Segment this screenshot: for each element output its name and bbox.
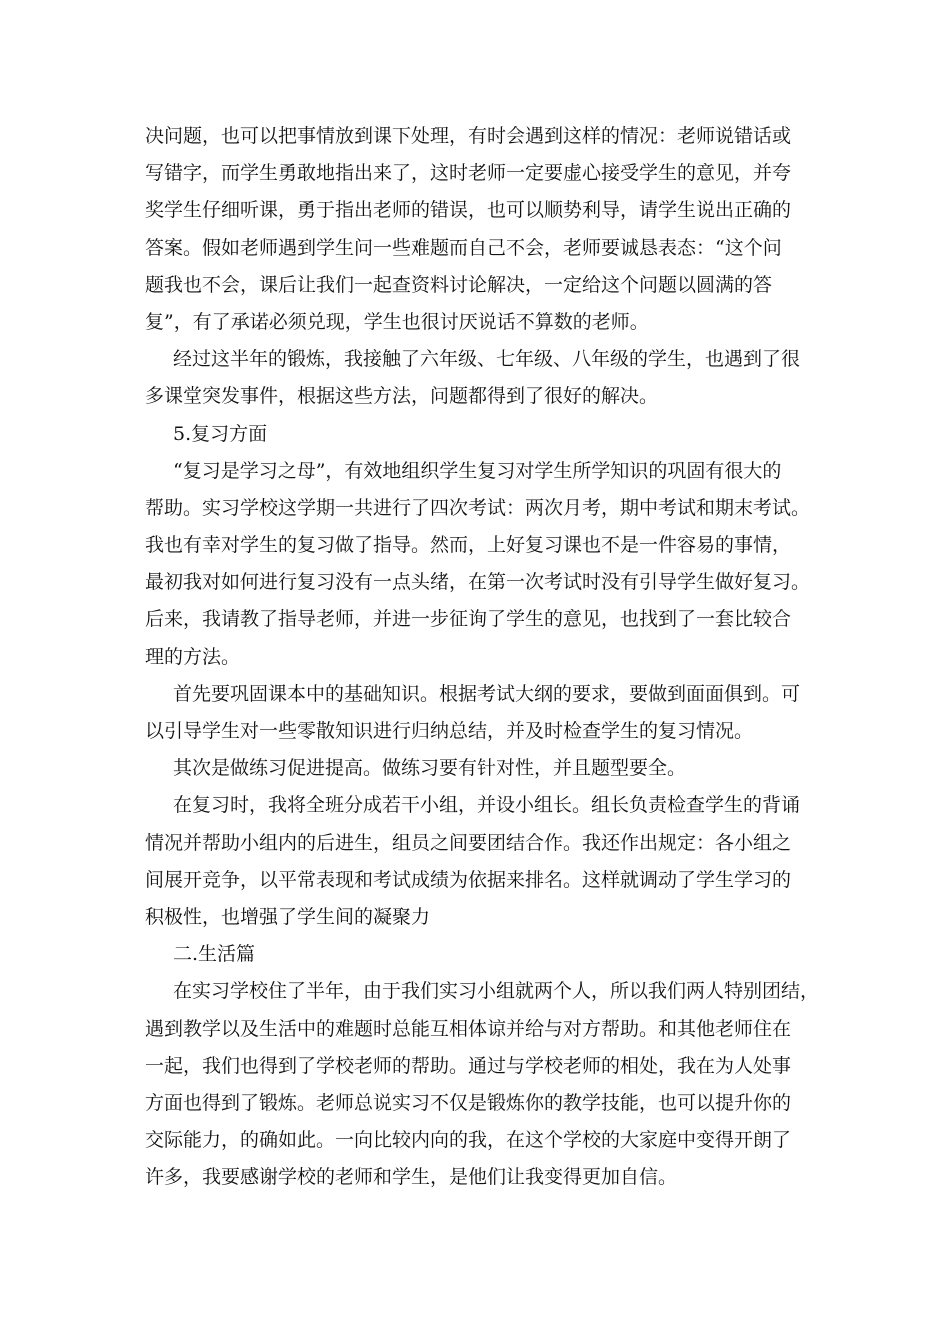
text-line: 多课堂突发事件，根据这些方法，问题都得到了很好的解决。: [145, 385, 659, 408]
text-line: 奖学生仔细听课，勇于指出老师的错误，也可以顺势利导，请学生说出正确的: [145, 199, 792, 222]
text-line: 决问题，也可以把事情放到课下处理，有时会遇到这样的情况：老师说错话或: [145, 125, 792, 147]
text-line: 题我也不会，课后让我们一起查资料讨论解决，一定给这个问题以圆满的答: [145, 273, 773, 296]
text-line: 写错字，而学生勇敢地指出来了，这时老师一定要虚心接受学生的意见，并夸: [145, 162, 792, 185]
text-line: 后来，我请教了指导老师，并进一步征询了学生的意见，也找到了一套比较合: [145, 608, 792, 631]
text-line: 一起，我们也得到了学校老师的帮助。通过与学校老师的相处，我在为人处事: [145, 1054, 792, 1077]
document-body: [145, 118, 820, 1196]
text-line: 遇到教学以及生活中的难题时总能互相体谅并给与对方帮助。和其他老师住在: [145, 1017, 792, 1040]
text-line: 间展开竞争，以平常表现和考试成绩为依据来排名。这样就调动了学生学习的: [145, 868, 792, 891]
text-line: 积极性，也增强了学生间的凝聚力: [145, 905, 431, 928]
text-line: 最初我对如何进行复习没有一点头绪，在第一次考试时没有引导学生做好复习。: [145, 571, 811, 594]
text-line: 答案。假如老师遇到学生问一些难题而自己不会，老师要诚恳表态：“这个问: [145, 236, 782, 259]
text-line: 理的方法。: [145, 645, 241, 668]
text-line: 复”，有了承诺必须兑现，学生也很讨厌说话不算数的老师。: [145, 310, 649, 333]
text-line: 5.复习方面: [173, 422, 268, 445]
text-line: 其次是做练习促进提高。做练习要有针对性，并且题型要全。: [173, 757, 687, 780]
text-line: “复习是学习之母”，有效地组织学生复习对学生所学知识的巩固有很大的: [173, 459, 782, 482]
text-line: 经过这半年的锻炼，我接触了六年级、七年级、八年级的学生，也遇到了很: [173, 348, 801, 371]
text-line: 许多，我要感谢学校的老师和学生，是他们让我变得更加自信。: [145, 1166, 678, 1189]
text-line: 帮助。实习学校这学期一共进行了四次考试：两次月考，期中考试和期末考试。: [145, 496, 811, 519]
text-line: 二.生活篇: [173, 943, 256, 966]
text-line: 以引导学生对一些零散知识进行归纳总结，并及时检查学生的复习情况。: [145, 720, 754, 742]
text-line: 首先要巩固课本中的基础知识。根据考试大纲的要求，要做到面面俱到。可: [173, 682, 801, 705]
text-line: 在实习学校住了半年，由于我们实习小组就两个人，所以我们两人特别团结，: [173, 980, 820, 1003]
text-line: 情况并帮助小组内的后进生，组员之间要团结合作。我还作出规定：各小组之: [145, 831, 792, 854]
text-line: 在复习时，我将全班分成若干小组，并设小组长。组长负责检查学生的背诵: [173, 794, 801, 817]
text-line: 我也有幸对学生的复习做了指导。然而，上好复习课也不是一件容易的事情，: [145, 534, 792, 557]
text-line: 方面也得到了锻炼。老师总说实习不仅是锻炼你的教学技能，也可以提升你的: [145, 1091, 792, 1114]
text-line: 交际能力，的确如此。一向比较内向的我，在这个学校的大家庭中变得开朗了: [145, 1129, 792, 1152]
